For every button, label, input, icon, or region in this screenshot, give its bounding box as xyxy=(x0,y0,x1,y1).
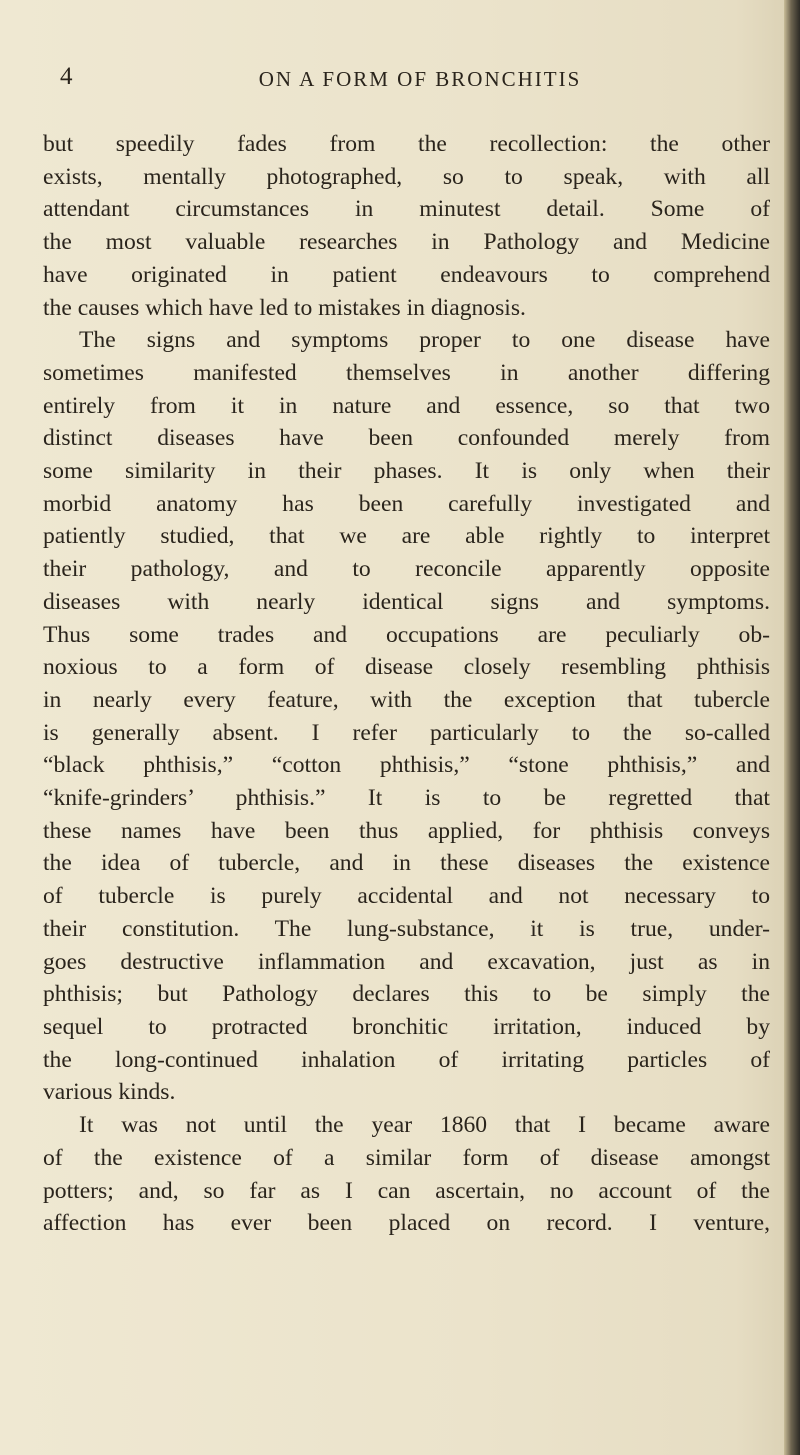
text-line: phthisis; but Pathology declares this to be simply the xyxy=(43,981,770,1008)
text-line: attendant circumstances in minutest detail. Some of xyxy=(43,196,770,223)
text-line: their pathology, and to reconcile apparently opposite xyxy=(43,556,770,583)
paragraph xyxy=(43,128,770,324)
text-line: “black phthisis,” “cotton phthisis,” “stone phthisis,” and xyxy=(43,752,770,779)
running-title: ON A FORM OF BRONCHITIS xyxy=(258,67,582,91)
text-line: sometimes manifested themselves in another differing xyxy=(43,359,770,386)
body-text xyxy=(43,128,770,1240)
text-line: The signs and symptoms proper to one disease have xyxy=(79,327,770,354)
text-line: “knife-grinders’ phthisis.” It is to be regretted that xyxy=(43,785,770,812)
text-line: goes destructive inflammation and excavation, just as in xyxy=(43,948,770,975)
text-line: morbid anatomy has been carefully investigated and xyxy=(43,490,770,517)
text-line: exists, mentally photographed, so to speak, with all xyxy=(43,163,770,190)
text-line: the idea of tubercle, and in these diseases the existence xyxy=(43,850,770,877)
text-line: the most valuable researches in Pathology and Medicine xyxy=(43,229,770,256)
text-line: Thus some trades and occupations are peculiarly ob- xyxy=(43,621,770,648)
binding-edge xyxy=(784,0,800,1455)
text-line: entirely from it in nature and essence, so that two xyxy=(43,392,770,419)
text-line: the long-continued inhalation of irritating particles of xyxy=(43,1046,770,1073)
page-number: 4 xyxy=(60,63,73,90)
text-line: the causes which have led to mistakes in diagnosis. xyxy=(43,294,526,321)
text-line: noxious to a form of disease closely resembling phthisis xyxy=(43,654,770,681)
text-line: have originated in patient endeavours to comprehend xyxy=(43,261,770,288)
text-line: is generally absent. I refer particularly to the so-called xyxy=(43,719,770,746)
text-line: various kinds. xyxy=(43,1079,176,1106)
text-line: in nearly every feature, with the exception that tubercle xyxy=(43,686,770,713)
text-line: but speedily fades from the recollection: the other xyxy=(43,131,770,157)
page-header xyxy=(60,62,780,96)
text-line: sequel to protracted bronchitic irritation, induced by xyxy=(43,1013,770,1040)
text-line: their constitution. The lung-substance, it is true, under- xyxy=(43,915,770,942)
paragraph xyxy=(43,324,770,1109)
text-line: some similarity in their phases. It is only when their xyxy=(43,458,770,485)
text-line: these names have been thus applied, for phthisis conveys xyxy=(43,817,770,844)
text-line: of tubercle is purely accidental and not necessary to xyxy=(43,883,770,910)
text-line: diseases with nearly identical signs and symptoms. xyxy=(43,588,770,615)
text-line: distinct diseases have been confounded merely from xyxy=(43,425,770,452)
text-line: potters; and, so far as I can ascertain, no account of the xyxy=(43,1177,770,1204)
text-line: affection has ever been placed on record. I venture, xyxy=(43,1210,770,1237)
text-line: of the existence of a similar form of disease amongst xyxy=(43,1144,770,1171)
text-line: It was not until the year 1860 that I became aware xyxy=(79,1112,770,1139)
paragraph xyxy=(43,1109,770,1240)
text-line: patiently studied, that we are able rightly to interpret xyxy=(43,523,770,550)
